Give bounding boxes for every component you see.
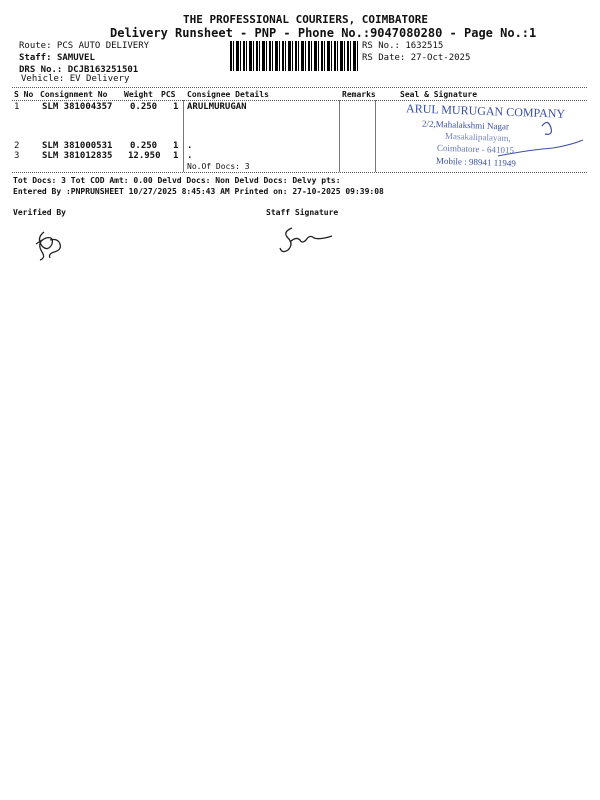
table-top-rule [12, 87, 587, 88]
staff-row [19, 53, 95, 63]
table-bottom-rule [12, 172, 587, 173]
col-header-consignee: Consignee Details [187, 90, 269, 99]
stamp-company-name: ARUL MURUGAN COMPANY [405, 101, 566, 121]
entered-by-line: Entered By :PNPRUNSHEET 10/27/2025 8:45:43 AM Printed on: 27-10-2025 09:39:08 [13, 187, 384, 196]
rs-date: RS Date: 27-Oct-2025 [362, 53, 471, 63]
drs-number: DRS No.: DCJB163251501 [19, 65, 139, 75]
column-divider [183, 100, 184, 172]
col-header-remarks: Remarks [342, 90, 376, 99]
stamp-address-line: 2/2,Mahalakshmi Nagar [421, 118, 510, 132]
column-divider [339, 100, 340, 172]
col-header-seal: Seal & Signature [400, 90, 478, 99]
column-divider [375, 100, 376, 172]
staff-label: Staff: [19, 53, 52, 63]
row-weight: 12.950 [128, 151, 161, 161]
stamp-mobile-line: Mobile : 98941 11949 [435, 155, 517, 169]
col-header-sno: S No [14, 90, 34, 99]
col-header-consignment: Consignment No [40, 90, 108, 99]
row-sno: 2 [14, 141, 20, 151]
stamp-address-line: Coimbatore - 641015 [436, 142, 515, 156]
row-pcs: 1 [173, 102, 179, 112]
staff-value: SAMUVEL [56, 53, 95, 63]
stamp-address-line: Masakalipalayam, [444, 130, 511, 144]
staff-signature-label: Staff Signature [266, 208, 339, 217]
route-text: Route: PCS AUTO DELIVERY [19, 41, 150, 51]
row-sno: 3 [14, 151, 20, 161]
col-header-pcs: PCS [161, 90, 176, 99]
row-sno: 1 [14, 102, 20, 112]
row-consignee: ARULMURUGAN [187, 102, 247, 112]
row-weight: 0.250 [130, 141, 158, 151]
row-consignment: SLM 381012835 [42, 151, 113, 161]
staff-signature [276, 220, 336, 254]
runsheet-title: Delivery Runsheet - PNP - Phone No.:9047080280 - Page No.:1 [110, 26, 537, 40]
verified-by-label: Verified By [13, 208, 66, 217]
verifier-signature [30, 226, 70, 262]
totals-line: Tot Docs: 3 Tot COD Amt: 0.00 Delvd Docs: Non Delvd Docs: Delvy pts: [13, 176, 341, 185]
table-header-rule [12, 100, 587, 101]
row-consignment: SLM 381000531 [42, 141, 113, 151]
no-of-docs: No.Of Docs: 3 [187, 162, 250, 171]
row-consignment: SLM 381004357 [42, 102, 113, 112]
row-pcs: 1 [173, 141, 179, 151]
col-header-weight: Weight [124, 90, 153, 99]
rs-number: RS No.: 1632515 [362, 41, 444, 51]
stamp-ink-signature [490, 106, 590, 166]
row-consignee: . [187, 151, 193, 161]
vehicle-text: Vehicle: EV Delivery [21, 74, 130, 84]
company-title: THE PROFESSIONAL COURIERS, COIMBATORE [183, 13, 429, 26]
row-weight: 0.250 [130, 102, 158, 112]
row-pcs: 1 [173, 151, 179, 161]
row-consignee: . [187, 141, 193, 151]
barcode [230, 41, 358, 71]
